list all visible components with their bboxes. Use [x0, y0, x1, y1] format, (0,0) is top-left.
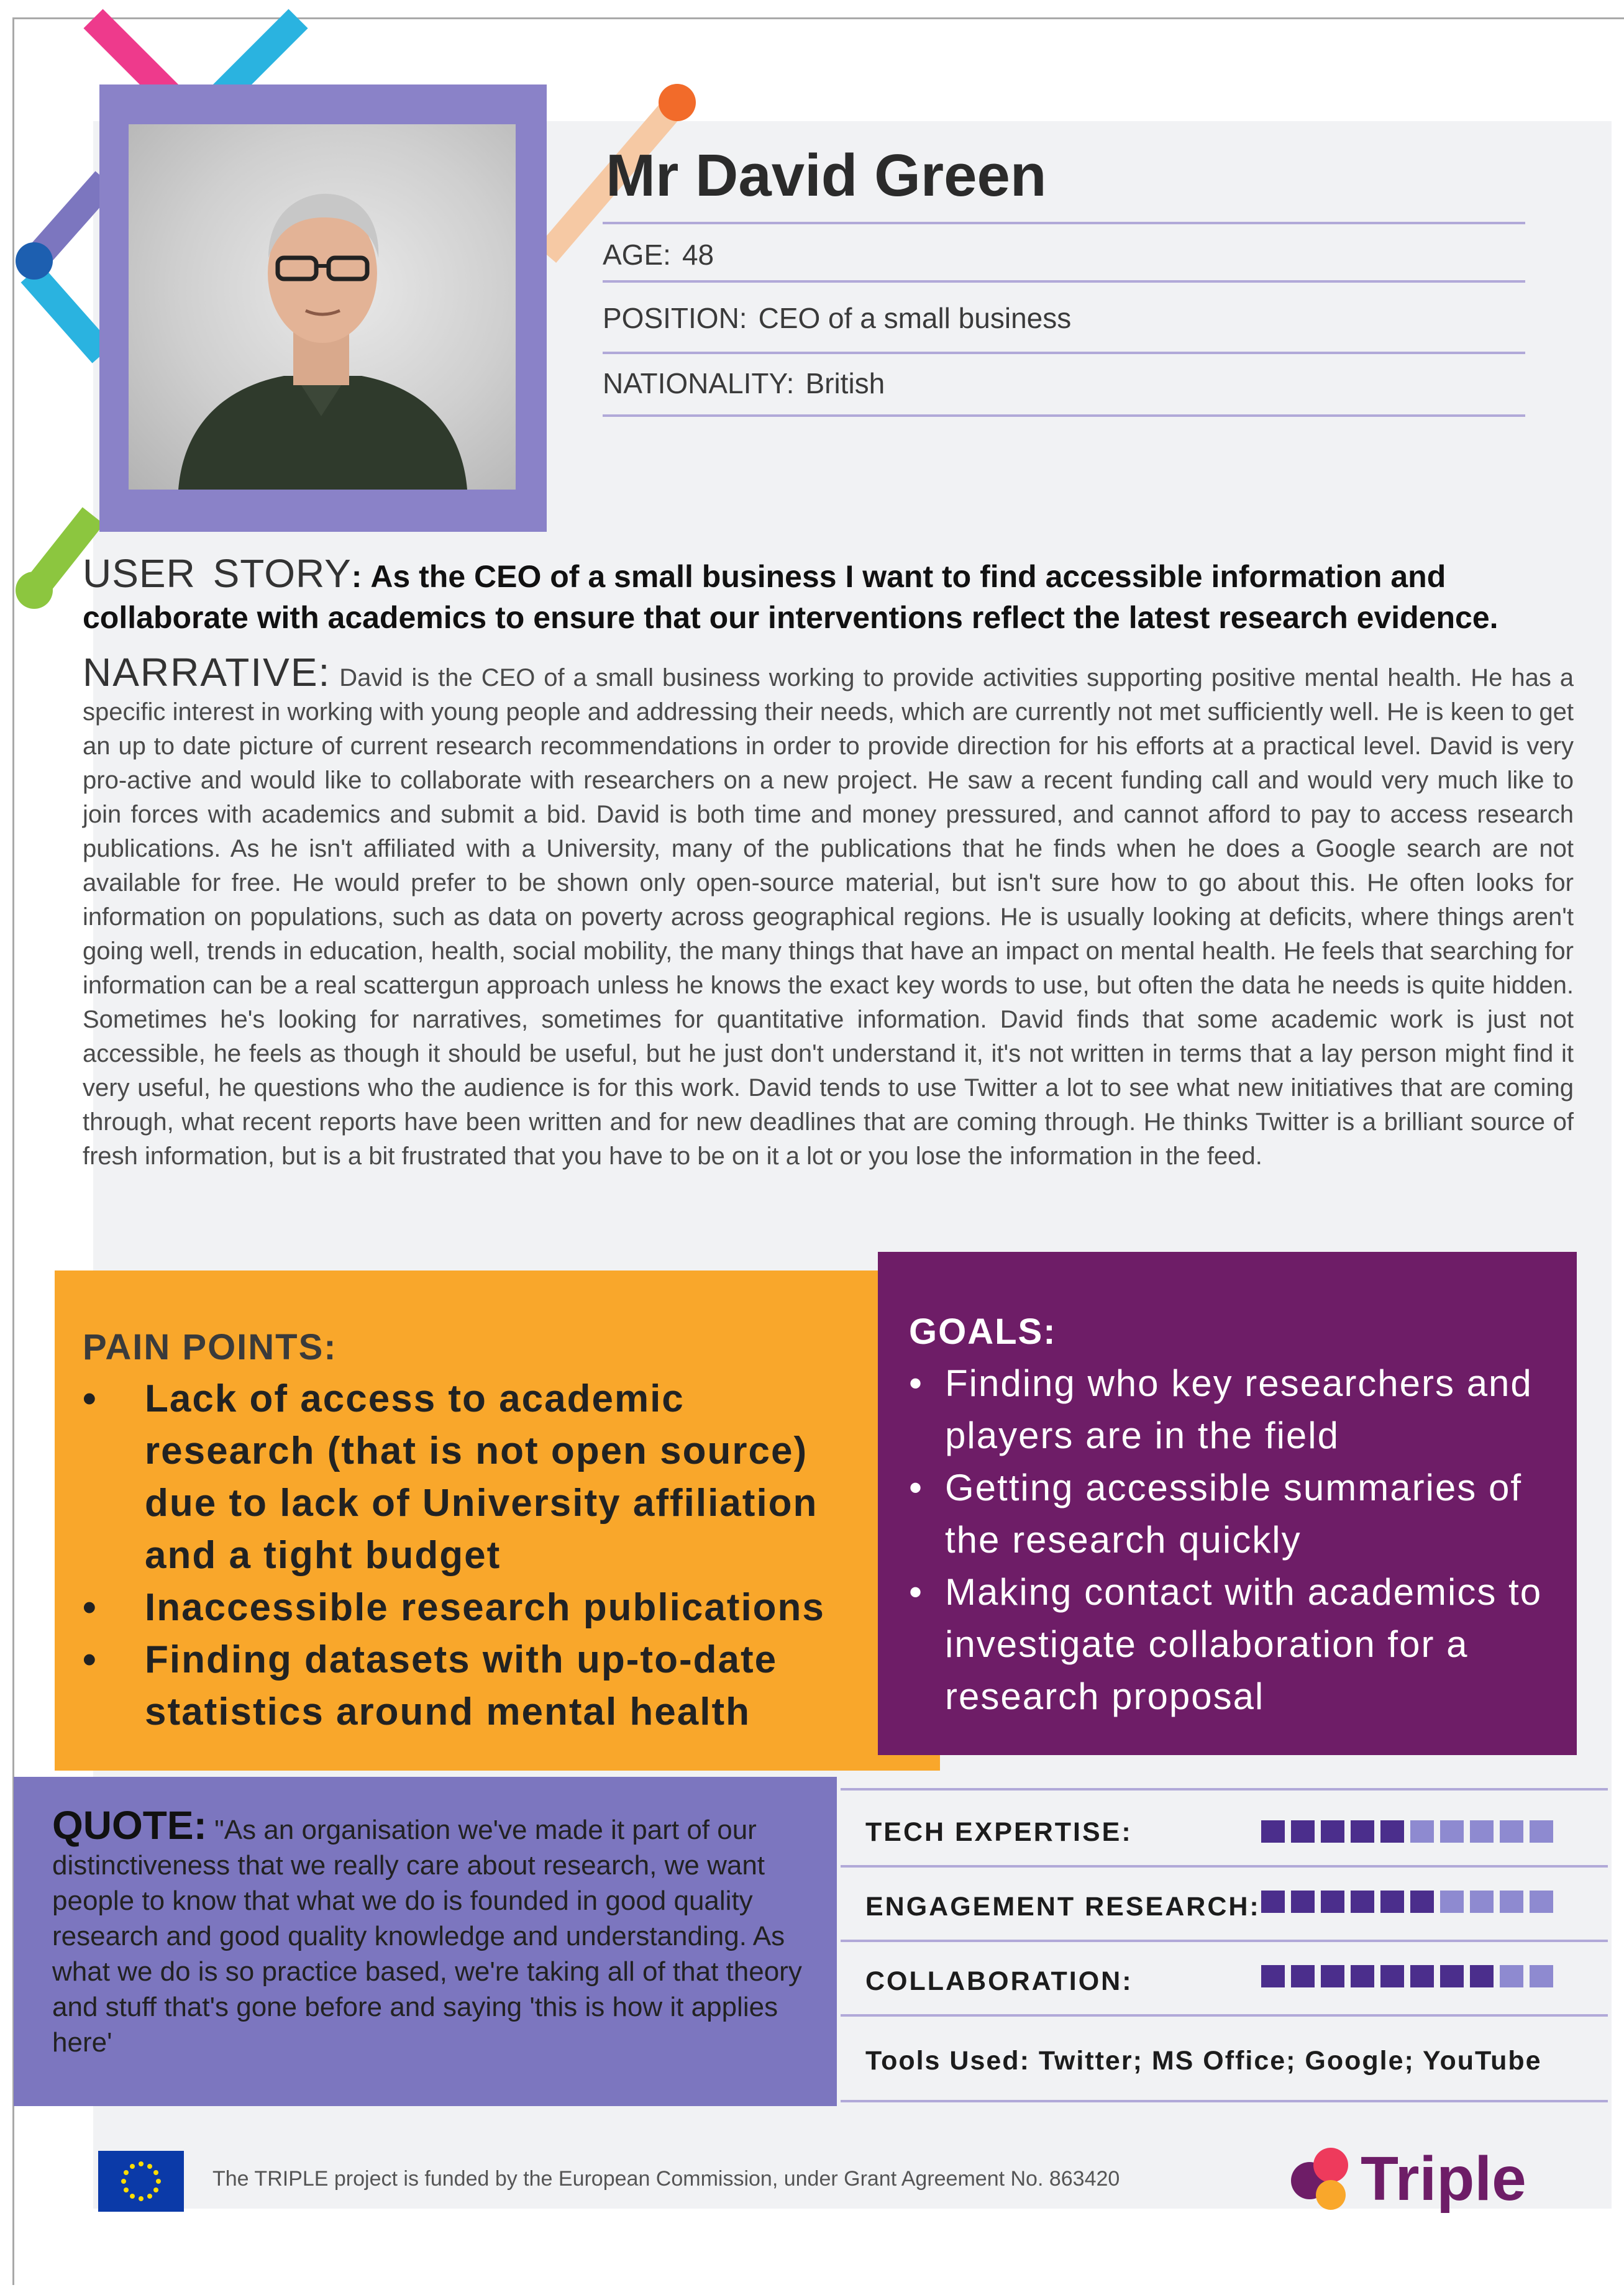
empty-square	[1530, 1891, 1553, 1913]
filled-square	[1380, 1891, 1404, 1913]
filled-square	[1410, 1891, 1434, 1913]
quote-label: QUOTE:	[52, 1803, 207, 1848]
bullet-icon: •	[909, 1362, 924, 1404]
bullet-icon: •	[909, 1467, 924, 1508]
filled-square	[1380, 1965, 1404, 1987]
eu-flag-icon	[98, 2151, 184, 2212]
position-value: CEO of a small business	[758, 302, 1072, 334]
user-story-text: As the CEO of a small business I want to find accessible information and collaborate with academics to ensure that our interventions reflect the latest research evidence.	[83, 559, 1499, 635]
empty-square	[1440, 1820, 1464, 1843]
nationality-value: British	[805, 367, 885, 399]
portrait-photo	[129, 124, 516, 490]
age-field	[603, 238, 714, 271]
filled-square	[1321, 1891, 1344, 1913]
pain-points-box	[55, 1270, 878, 1771]
empty-square	[1470, 1820, 1494, 1843]
divider	[603, 280, 1525, 283]
list-item	[83, 1582, 865, 1634]
filled-square	[1261, 1965, 1285, 1987]
list-item	[83, 1373, 865, 1582]
list-item	[909, 1357, 1567, 1462]
divider	[841, 1865, 1608, 1868]
empty-square	[1470, 1891, 1494, 1913]
filled-square	[1470, 1965, 1494, 1987]
list-item	[909, 1566, 1567, 1723]
nationality-label: NATIONALITY:	[603, 367, 795, 399]
filled-square	[1321, 1820, 1344, 1843]
user-story-colon: :	[351, 559, 362, 594]
pain-points-list	[83, 1373, 865, 1738]
quote	[52, 1803, 826, 2060]
bullet-icon: •	[83, 1638, 98, 1681]
goals-list	[909, 1357, 1567, 1723]
divider	[603, 352, 1525, 354]
age-label: AGE:	[603, 239, 671, 271]
persona-name: Mr David Green	[606, 142, 1047, 209]
divider	[603, 222, 1525, 224]
filled-square	[1321, 1965, 1344, 1987]
narrative-text: David is the CEO of a small business working to provide activities supporting positive mental health. He has a specific interest in working with young people and addressing their needs, which are currently not met sufficiently well. He is keen to get an up to date picture of current research recommendations in order to provide direction for his efforts at a practical level. David is very pro-active and would like to collaborate with researchers on a new project. He saw a recent funding call and would very much like to join forces with academics and submit a bid. David is both time and money pressured, and cannot afford to pay to access research publications. As he isn't affiliated with a University, many of the publications that he finds when he does a Google search are not available for free. He would prefer to be shown only open-source material, but isn't sure how to go about this. He often looks for information on populations, such as data on poverty across geographical regions. He is usually looking at deficits, where things aren't going well, trends in education, health, social mobility, the many things that have an impact on mental health. He feels that searching for information can be a real scattergun approach unless he knows the exact key words to use, but often the data he needs is quite hidden. Sometimes he's looking for narratives, sometimes for quantitative information. David finds that some academic work is just not accessible, he feels as though it should be useful, but he just don't understand it, it's not written in terms that a lay person might find it very useful, he questions who the audience is for this work. David tends to use Twitter a lot to see what new initiatives that are coming through, what recent reports have been written and for new deadlines that are coming through. He thinks Twitter is a brilliant source of fresh information, but is a bit frustrated that you have to be on it a lot or you lose the information in the feed.	[83, 664, 1574, 1170]
age-value: 48	[682, 239, 714, 271]
empty-square	[1500, 1891, 1523, 1913]
filled-square	[1440, 1965, 1464, 1987]
filled-square	[1291, 1891, 1315, 1913]
user-story	[83, 553, 1561, 638]
triple-logo-icon	[1286, 2146, 1357, 2212]
metric-squares-tech	[1261, 1820, 1553, 1843]
filled-square	[1291, 1965, 1315, 1987]
goal-text: Finding who key researchers and players are in the field	[945, 1362, 1533, 1456]
divider	[841, 2014, 1608, 2017]
narrative	[83, 650, 1574, 1174]
goal-text: Making contact with academics to investigate collaboration for a research proposal	[945, 1571, 1543, 1717]
pain-point-text: Lack of access to academic research (that is not open source) due to lack of University affiliation and a tight budget	[145, 1377, 818, 1577]
divider	[841, 2100, 1608, 2102]
quote-text: "As an organisation we've made it part of our distinctiveness that we really care about research, we want people to know that what we do is founded in good quality research and good quality knowledge and understanding. As what we do is so practice based, we're taking all of that theory and stuff that's gone before and saying 'this is how it applies here'	[52, 1815, 802, 2058]
divider	[841, 1940, 1608, 1942]
tools-used: Tools Used: Twitter; MS Office; Google; YouTube	[865, 2046, 1542, 2076]
empty-square	[1440, 1891, 1464, 1913]
list-item	[83, 1634, 865, 1738]
user-story-label-user: USER	[83, 551, 196, 596]
filled-square	[1351, 1891, 1374, 1913]
empty-square	[1410, 1820, 1434, 1843]
pain-point-text: Finding datasets with up-to-date statistics around mental health	[145, 1638, 778, 1733]
nationality-field	[603, 367, 885, 400]
metric-squares-collaboration	[1261, 1965, 1553, 1987]
empty-square	[1530, 1965, 1553, 1987]
metric-label-engagement: ENGAGEMENT RESEARCH:	[865, 1892, 1261, 1922]
empty-square	[1530, 1820, 1553, 1843]
quote-box	[14, 1777, 837, 2106]
bullet-icon: •	[83, 1377, 98, 1420]
filled-square	[1351, 1965, 1374, 1987]
funding-statement: The TRIPLE project is funded by the European Commission, under Grant Agreement No. 863420	[212, 2167, 1120, 2191]
triple-logo-text: Triple	[1361, 2144, 1526, 2214]
metric-label-collaboration: COLLABORATION:	[865, 1966, 1133, 1996]
filled-square	[1261, 1820, 1285, 1843]
list-item	[909, 1462, 1567, 1566]
goals-box	[878, 1252, 1577, 1755]
filled-square	[1291, 1820, 1315, 1843]
position-field	[603, 301, 1071, 335]
user-story-label-story: STORY	[212, 551, 352, 596]
narrative-label: NARRATIVE:	[83, 650, 331, 695]
filled-square	[1380, 1820, 1404, 1843]
goals-title: GOALS:	[909, 1312, 1057, 1352]
empty-square	[1500, 1820, 1523, 1843]
bullet-icon: •	[83, 1586, 98, 1629]
filled-square	[1261, 1891, 1285, 1913]
bullet-icon: •	[909, 1571, 924, 1613]
metric-squares-engagement	[1261, 1891, 1553, 1913]
metric-label-tech: TECH EXPERTISE:	[865, 1817, 1133, 1847]
divider	[841, 1788, 1608, 1790]
pain-points-title: PAIN POINTS:	[83, 1327, 337, 1367]
empty-square	[1500, 1965, 1523, 1987]
divider	[603, 414, 1525, 417]
position-label: POSITION:	[603, 302, 747, 334]
filled-square	[1410, 1965, 1434, 1987]
goal-text: Getting accessible summaries of the research quickly	[945, 1467, 1523, 1561]
filled-square	[1351, 1820, 1374, 1843]
pain-point-text: Inaccessible research publications	[145, 1586, 825, 1629]
